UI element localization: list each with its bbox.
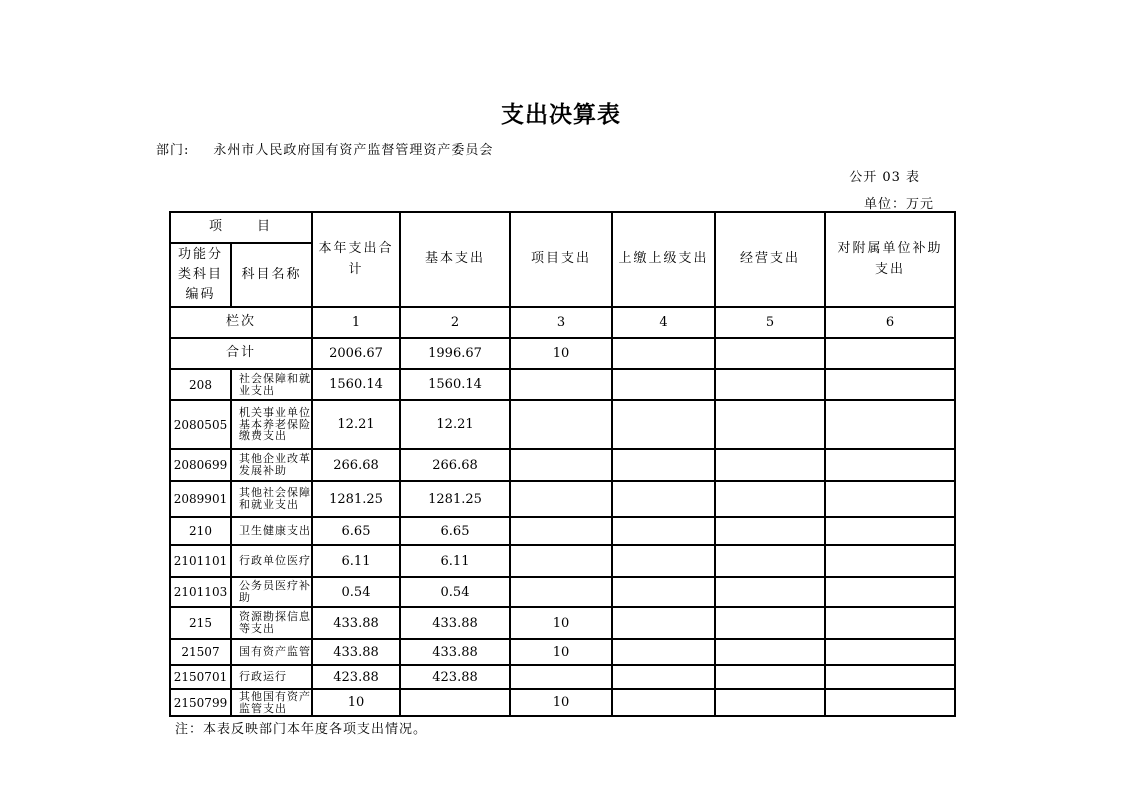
row-value: [825, 369, 955, 400]
row-value: [715, 639, 825, 665]
row-code: 2101103: [170, 577, 231, 607]
row-value: [825, 607, 955, 639]
row-code: 2080699: [170, 449, 231, 481]
row-value: 1560.14: [400, 369, 510, 400]
row-code: 2150799: [170, 689, 231, 716]
row-value: 433.88: [312, 639, 400, 665]
total-cell: 10: [510, 338, 612, 369]
row-value: [612, 545, 715, 577]
col-index-cell: 5: [715, 307, 825, 338]
row-value: 0.54: [312, 577, 400, 607]
row-value: 266.68: [400, 449, 510, 481]
table-row: [170, 665, 955, 689]
row-value: [612, 665, 715, 689]
header-col-5: 经营支出: [715, 212, 825, 307]
row-code: 2089901: [170, 481, 231, 517]
row-value: 433.88: [400, 639, 510, 665]
row-value: [510, 665, 612, 689]
col-index-cell: 1: [312, 307, 400, 338]
department-line: [156, 139, 493, 158]
total-cell: [612, 338, 715, 369]
row-value: 0.54: [400, 577, 510, 607]
row-value: [715, 449, 825, 481]
total-cell: 2006.67: [312, 338, 400, 369]
row-value: [715, 369, 825, 400]
row-value: [825, 689, 955, 716]
header-col-3: 项目支出: [510, 212, 612, 307]
row-code: 21507: [170, 639, 231, 665]
row-value: 6.11: [312, 545, 400, 577]
header-col-6: 对附属单位补助支出: [825, 212, 955, 307]
row-value: 12.21: [312, 400, 400, 449]
expenditure-table: [169, 211, 956, 717]
total-cell: [715, 338, 825, 369]
row-value: [400, 689, 510, 716]
table-row: [170, 577, 955, 607]
row-value: [825, 639, 955, 665]
header-item: 项 目: [170, 212, 312, 243]
row-value: [510, 369, 612, 400]
row-value: 6.11: [400, 545, 510, 577]
row-value: [715, 545, 825, 577]
row-value: [612, 400, 715, 449]
row-value: [612, 607, 715, 639]
row-value: 266.68: [312, 449, 400, 481]
row-value: [510, 577, 612, 607]
row-name: 社会保障和就业支出: [231, 369, 312, 400]
table-row: [170, 607, 955, 639]
row-value: [510, 400, 612, 449]
table-row: [170, 449, 955, 481]
row-value: 10: [510, 639, 612, 665]
row-value: 6.65: [312, 517, 400, 545]
row-code: 2101101: [170, 545, 231, 577]
page-title: 支出决算表: [501, 102, 621, 128]
row-value: [825, 481, 955, 517]
header-col-2: 基本支出: [400, 212, 510, 307]
row-value: 10: [510, 607, 612, 639]
form-number: 公开 03 表: [849, 170, 920, 185]
row-value: 1560.14: [312, 369, 400, 400]
row-value: [715, 517, 825, 545]
row-value: [612, 481, 715, 517]
row-value: [612, 577, 715, 607]
row-value: [825, 665, 955, 689]
row-value: [825, 545, 955, 577]
row-code: 208: [170, 369, 231, 400]
header-subject-name: 科目名称: [231, 243, 312, 307]
row-value: 1281.25: [312, 481, 400, 517]
row-value: 10: [312, 689, 400, 716]
total-cell: 1996.67: [400, 338, 510, 369]
col-index-label: 栏次: [170, 307, 312, 338]
row-value: [510, 481, 612, 517]
row-value: [715, 577, 825, 607]
row-name: 机关事业单位基本养老保险缴费支出: [231, 400, 312, 449]
total-cell: [825, 338, 955, 369]
row-code: 2150701: [170, 665, 231, 689]
row-value: [715, 481, 825, 517]
header-col-1: 本年支出合计: [312, 212, 400, 307]
row-value: [612, 689, 715, 716]
col-index-cell: 3: [510, 307, 612, 338]
row-name: 行政运行: [231, 665, 312, 689]
table-row: [170, 689, 955, 716]
row-value: 12.21: [400, 400, 510, 449]
row-value: [612, 369, 715, 400]
row-name: 其他社会保障和就业支出: [231, 481, 312, 517]
col-index-row: [170, 307, 955, 338]
row-value: [715, 665, 825, 689]
row-value: [612, 517, 715, 545]
row-code: 2080505: [170, 400, 231, 449]
row-value: [612, 639, 715, 665]
department-label: 部门:: [156, 143, 190, 158]
row-value: 6.65: [400, 517, 510, 545]
row-value: [825, 577, 955, 607]
header-col-4: 上缴上级支出: [612, 212, 715, 307]
footnote: 注：本表反映部门本年度各项支出情况。: [175, 722, 428, 737]
row-value: 423.88: [400, 665, 510, 689]
row-name: 其他企业改革发展补助: [231, 449, 312, 481]
row-value: 433.88: [312, 607, 400, 639]
row-value: [825, 517, 955, 545]
header-func-code: 功能分类科目编码: [170, 243, 231, 307]
row-value: 433.88: [400, 607, 510, 639]
row-name: 其他国有资产监管支出: [231, 689, 312, 716]
row-value: 10: [510, 689, 612, 716]
row-value: [510, 517, 612, 545]
table-row: [170, 481, 955, 517]
total-row: [170, 338, 955, 369]
row-value: [510, 449, 612, 481]
row-value: [715, 400, 825, 449]
row-value: [715, 607, 825, 639]
row-code: 210: [170, 517, 231, 545]
row-value: [715, 689, 825, 716]
row-name: 国有资产监管: [231, 639, 312, 665]
row-value: [825, 449, 955, 481]
row-value: 423.88: [312, 665, 400, 689]
row-value: [825, 400, 955, 449]
table-row: [170, 369, 955, 400]
unit-label: 单位：万元: [863, 197, 934, 212]
table-row: [170, 517, 955, 545]
row-name: 卫生健康支出: [231, 517, 312, 545]
table-row: [170, 639, 955, 665]
table-row: [170, 400, 955, 449]
row-code: 215: [170, 607, 231, 639]
row-name: 行政单位医疗: [231, 545, 312, 577]
col-index-cell: 2: [400, 307, 510, 338]
row-name: 资源勘探信息等支出: [231, 607, 312, 639]
row-name: 公务员医疗补助: [231, 577, 312, 607]
col-index-cell: 4: [612, 307, 715, 338]
table-row: [170, 545, 955, 577]
row-value: 1281.25: [400, 481, 510, 517]
total-label: 合计: [170, 338, 312, 369]
row-value: [510, 545, 612, 577]
department-name: 永州市人民政府国有资产监督管理资产委员会: [213, 143, 494, 158]
col-index-cell: 6: [825, 307, 955, 338]
row-value: [612, 449, 715, 481]
